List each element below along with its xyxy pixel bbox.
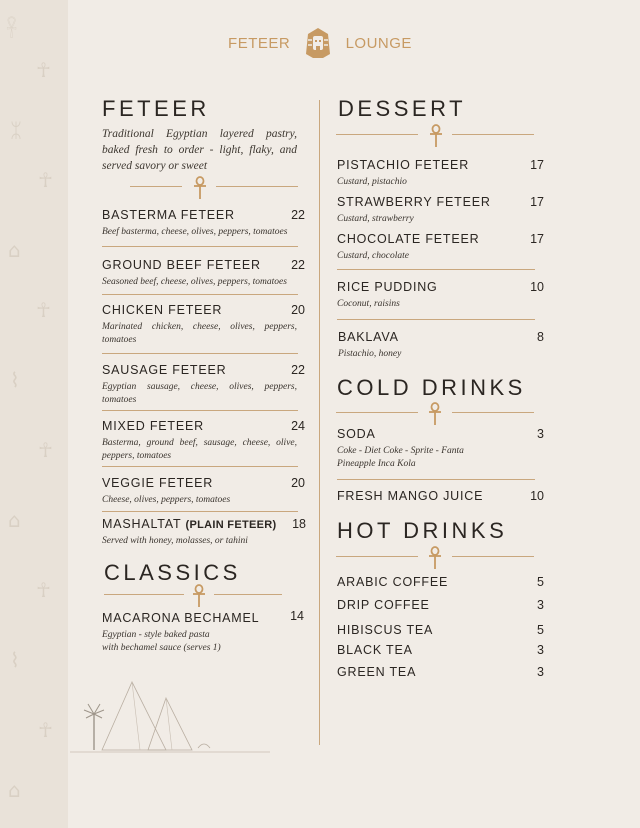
menu-item-desc-line2: with bechamel sauce (serves 1)	[102, 643, 221, 653]
pyramids-illustration	[70, 672, 270, 762]
hieroglyph-icon: ☥	[36, 578, 51, 602]
menu-item-name: GROUND BEEF FETEER	[102, 258, 261, 272]
menu-item-price: 17	[530, 158, 544, 172]
menu-item-desc: Cheese, olives, peppers, tomatoes	[102, 495, 231, 505]
item-divider	[337, 479, 535, 480]
menu-item-desc: Basterma, ground beef, sausage, cheese, olive, peppers, tomatoes	[102, 438, 297, 461]
menu-item-name: MIXED FETEER	[102, 419, 204, 433]
section-title-classics: CLASSICS	[104, 560, 241, 585]
menu-item-desc: Seasoned beef, cheese, olives, peppers, tomatoes	[102, 277, 287, 287]
section-ornament	[130, 176, 298, 198]
hieroglyph-border	[0, 0, 68, 828]
menu-item-desc: Served with honey, molasses, or tahini	[102, 536, 248, 546]
item-divider	[102, 246, 298, 247]
section-title-dessert: DESSERT	[338, 96, 467, 121]
item-divider	[102, 410, 298, 411]
menu-item-name: SODA	[337, 427, 376, 441]
menu-item-desc: Custard, strawberry	[337, 214, 414, 224]
menu-item-desc: Egyptian sausage, cheese, olives, peppers, tomatoes	[102, 382, 297, 405]
item-divider	[337, 269, 535, 270]
brand-left: FETEER	[228, 34, 291, 52]
hieroglyph-icon: ⌂	[8, 508, 21, 532]
menu-item-price: 20	[291, 476, 305, 490]
ankh-icon	[429, 124, 443, 148]
menu-item-name: GREEN TEA	[337, 665, 417, 679]
menu-item-price: 3	[537, 427, 544, 441]
item-divider	[102, 466, 298, 467]
hieroglyph-icon: ☥	[38, 168, 53, 192]
menu-item-desc: Coconut, raisins	[337, 299, 400, 309]
menu-item-name: PISTACHIO FETEER	[337, 158, 470, 172]
menu-item-name: BLACK TEA	[337, 643, 413, 657]
ankh-icon	[192, 584, 206, 608]
menu-item-price: 8	[537, 330, 544, 344]
hieroglyph-icon: ☥	[36, 58, 51, 82]
menu-item-price: 22	[291, 258, 305, 272]
hieroglyph-icon: 𓋹	[6, 18, 18, 42]
menu-item-desc: Egyptian - style baked pasta	[102, 630, 210, 640]
menu-item-price: 17	[530, 232, 544, 246]
ankh-icon	[428, 402, 442, 426]
brand-right: LOUNGE	[345, 34, 412, 52]
menu-item-name-main: MASHALTAT	[102, 517, 182, 531]
menu-item-name: SAUSAGE FETEER	[102, 363, 227, 377]
hieroglyph-icon: ⌂	[8, 778, 21, 802]
brand-logo	[0, 26, 640, 60]
menu-item-name: VEGGIE FETEER	[102, 476, 214, 490]
menu-item-price: 22	[291, 208, 305, 222]
hieroglyph-icon: ☥	[38, 718, 53, 742]
menu-item-desc: Marinated chicken, cheese, olives, peppers, tomatoes	[102, 322, 297, 345]
menu-item-desc: Custard, pistachio	[337, 177, 407, 187]
menu-item-price: 3	[537, 665, 544, 679]
section-title-hot-drinks: HOT DRINKS	[337, 518, 508, 543]
menu-item-desc: Pistachio, honey	[338, 349, 402, 359]
hieroglyph-icon: ☥	[36, 298, 51, 322]
menu-item-name: BAKLAVA	[338, 330, 399, 344]
menu-item-price: 3	[537, 643, 544, 657]
menu-item-desc: Coke - Diet Coke - Sprite - Fanta	[337, 446, 464, 456]
menu-item-name: STRAWBERRY FETEER	[337, 195, 491, 209]
menu-item-name: DRIP COFFEE	[337, 598, 430, 612]
menu-item-price: 18	[292, 517, 306, 531]
menu-item-name: CHOCOLATE FETEER	[337, 232, 480, 246]
menu-item-price: 14	[290, 609, 304, 623]
section-title-cold-drinks: COLD DRINKS	[337, 375, 526, 400]
menu-item-price: 3	[537, 598, 544, 612]
menu-item-name: FRESH MANGO JUICE	[337, 489, 484, 503]
menu-item-price: 24	[291, 419, 305, 433]
menu-item-name: RICE PUDDING	[337, 280, 438, 294]
menu-item-price: 22	[291, 363, 305, 377]
ankh-icon	[428, 546, 442, 570]
menu-item-name: ARABIC COFFEE	[337, 575, 449, 589]
section-ornament	[104, 584, 282, 606]
hieroglyph-icon: ☥	[38, 438, 53, 462]
section-ornament	[336, 546, 534, 568]
ankh-icon	[193, 176, 207, 200]
menu-item-name-sub: (PLAIN FETEER)	[185, 519, 277, 531]
item-divider	[102, 511, 298, 512]
menu-item-price: 17	[530, 195, 544, 209]
feteer-description: Traditional Egyptian layered pastry, baked fresh to order - light, flaky, and served savory or sweet	[102, 128, 297, 172]
section-ornament	[336, 402, 534, 424]
item-divider	[337, 319, 535, 320]
menu-item-desc: Custard, chocolate	[337, 251, 409, 261]
menu-item-name: CHICKEN FETEER	[102, 303, 223, 317]
menu-item-price: 5	[537, 623, 544, 637]
section-ornament	[336, 124, 534, 146]
menu-item-desc: Beef basterma, cheese, olives, peppers, tomatoes	[102, 227, 288, 237]
pharaoh-head-icon	[301, 26, 335, 60]
menu-item-price: 10	[530, 489, 544, 503]
menu-item-name	[102, 517, 276, 531]
menu-item-price: 10	[530, 280, 544, 294]
menu-item-price: 20	[291, 303, 305, 317]
hieroglyph-icon: ᛯ	[10, 118, 22, 142]
menu-item-price: 5	[537, 575, 544, 589]
menu-item-name: BASTERMA FETEER	[102, 208, 235, 222]
section-title-feteer: FETEER	[102, 96, 210, 121]
menu-item-desc-line2: Pineapple Inca Kola	[337, 459, 416, 469]
hieroglyph-icon: ⌇	[10, 368, 20, 392]
menu-item-name: HIBISCUS TEA	[337, 623, 434, 637]
item-divider	[102, 353, 298, 354]
item-divider	[102, 294, 298, 295]
column-divider	[319, 100, 320, 745]
hieroglyph-icon: ⌇	[10, 648, 20, 672]
menu-item-name: MACARONA BECHAMEL	[102, 611, 260, 625]
hieroglyph-icon: ⌂	[8, 238, 21, 262]
